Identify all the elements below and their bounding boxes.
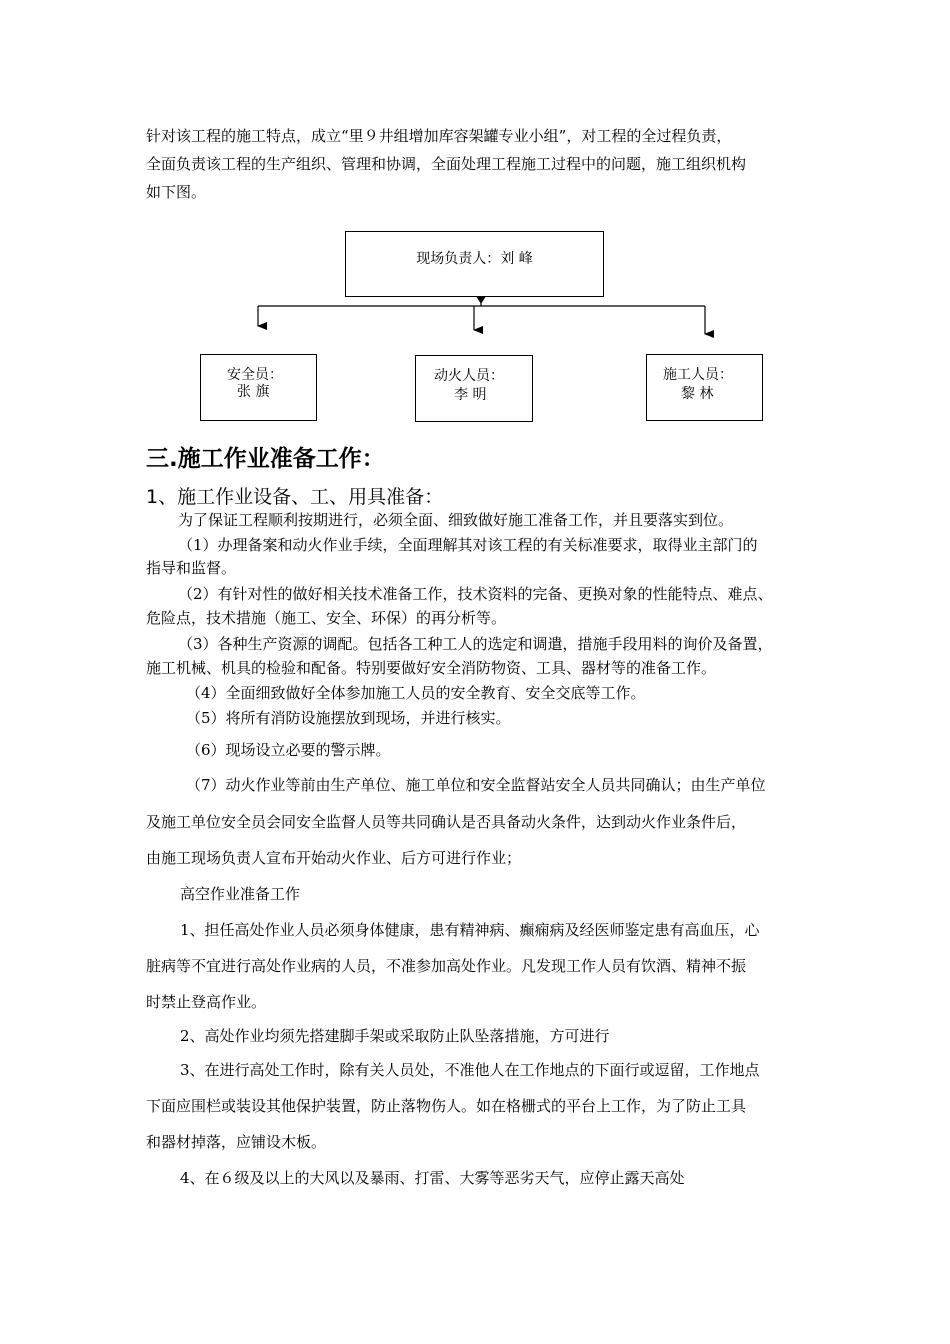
high-3-line-c: 和器材掉落，应铺设木板。 (146, 1133, 327, 1151)
intro-line-3: 如下图。 (146, 183, 207, 201)
para-7-b-text-3: 条件后， (686, 813, 747, 831)
high-3-line-a: 3、在进行高处工作时，除有关人员处，不准他人在工作地点的下面行或逗留，工作地点 (180, 1061, 760, 1079)
para-7-line-a: （7）动火作业等前由生产单位、施工单位和安全监督站安全人员共同确认；由生产单位 (186, 776, 766, 794)
org-role-safety: 安全员： (227, 367, 283, 383)
org-head-label: 现场负责人：刘 峰 (416, 251, 533, 267)
para-2-line-a: （2）有针对性的做好相关技术准备工作，技术资料的完备、更换对象的性能特点、难点、 (178, 585, 773, 603)
para-7-b-highlight: 动火作业 (626, 813, 687, 831)
org-head-box (345, 231, 604, 297)
para-7-c-highlight-1: 由施工现场负责人 (146, 849, 267, 867)
para-7-c-text-2: 宣布开始 (266, 849, 327, 867)
subsection-title: 1、施工作业设备、工、用具准备： (146, 486, 444, 508)
para-7-c-text-4: 后方可进行作业； (401, 849, 522, 867)
high-1-line-b: 脏病等不宜进行高处作业病的人员，不准参加高处作业。凡发现工作人员有饮酒、精神不振 (146, 957, 747, 975)
org-role-construction: 施工人员： (663, 367, 733, 383)
high-1-line-a: 1、担任高处作业人员必须身体健康，患有精神病、癫痫病及经医师鉴定患有高血压，心 (180, 921, 760, 939)
org-name-safety: 张 旗 (237, 384, 270, 400)
section-title: 三.施工作业准备工作： (146, 446, 385, 472)
org-role-fire: 动火人员： (434, 368, 504, 384)
para-7-b-text-1: 及施工单位安全员会同安全监督人员等共同确认是否具备动火条件，达到 (146, 813, 627, 831)
high-4: 4、在６级及以上的大风以及暴雨、打雷、大雾等恶劣天气，应停止露天高处 (180, 1169, 685, 1187)
para-0: 为了保证工程顺利按期进行，必须全面、细致做好施工准备工作，并且要落实到位。 (178, 511, 734, 529)
para-1-line-a: （1）办理备案和动火作业手续，全面理解其对该工程的有关标准要求，取得业主部门的 (178, 536, 758, 554)
para-6: （6）现场设立必要的警示牌。 (186, 741, 391, 759)
intro-line-2: 全面负责该工程的生产组织、管理和协调，全面处理工程施工过程中的问题，施工组织机构 (146, 155, 747, 173)
para-7-line-b (146, 812, 746, 832)
para-7-line-c (146, 848, 521, 868)
para-4: （4）全面细致做好全体参加施工人员的安全教育、安全交底等工作。 (186, 684, 646, 702)
high-2: 2、高处作业均须先搭建脚手架或采取防止队坠落措施，方可进行 (180, 1027, 610, 1045)
para-1-line-b: 指导和监督。 (146, 559, 237, 577)
trunk-arrow (476, 296, 486, 304)
high-work-title: 高空作业准备工作 (180, 885, 301, 903)
intro-line-1: 针对该工程的施工特点，成立“里９井组增加库容架罐专业小组”，对工程的全过程负责， (146, 127, 732, 145)
para-5: （5）将所有消防设施摆放到现场，并进行核实。 (186, 709, 511, 727)
org-box-safety (200, 354, 317, 421)
para-3-line-b: 施工机械、机具的检验和配备。特别要做好安全消防物资、工具、器材等的准备工作。 (146, 659, 717, 677)
para-2-line-b: 危险点，技术措施（施工、安全、环保）的再分析等。 (146, 609, 507, 627)
high-1-line-c: 时禁止登高作业。 (146, 993, 267, 1011)
org-box-fire (415, 355, 533, 422)
org-name-construction: 黎 林 (681, 386, 714, 402)
org-box-construction (646, 354, 763, 421)
para-3-line-a: （3）各种生产资源的调配。包括各工种工人的选定和调遣，措施手段用料的询价及备置， (178, 635, 773, 653)
para-7-c-highlight-2: 动火作业、 (326, 849, 402, 867)
high-3-line-b: 下面应围栏或装设其他保护装置，防止落物伤人。如在格栅式的平台上工作，为了防止工具 (146, 1097, 747, 1115)
org-name-fire: 李 明 (454, 387, 487, 403)
